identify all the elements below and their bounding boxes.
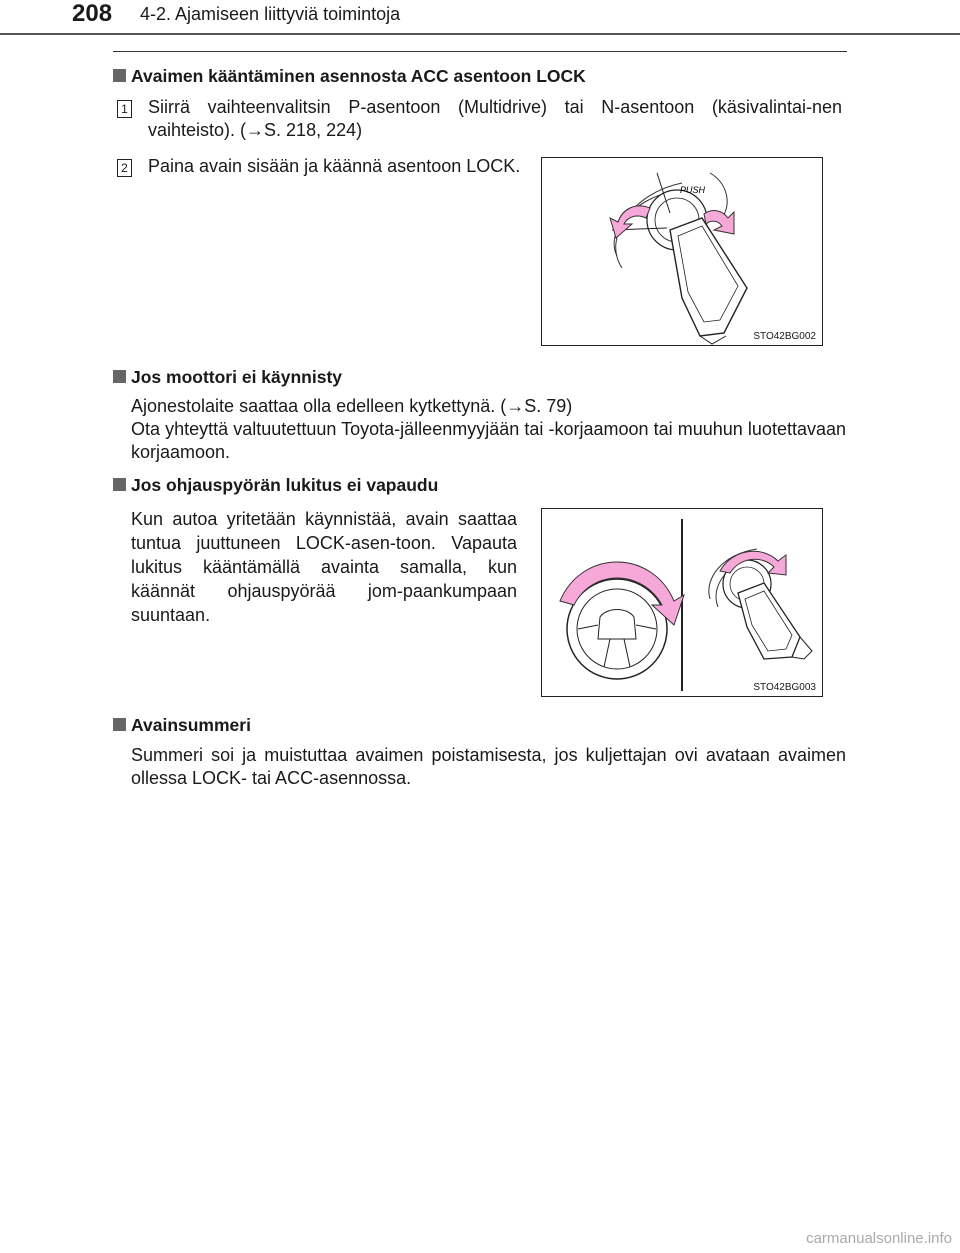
heading-text: Avaimen kääntäminen asennosta ACC asentoon LOCK — [131, 66, 586, 86]
figure-code: STO42BG003 — [753, 682, 816, 693]
figure-key-turn — [541, 157, 823, 346]
section-heading-acc-lock — [113, 66, 586, 87]
section-rule — [113, 51, 847, 52]
steering-wheel-illustration — [542, 509, 822, 696]
heading-text: Avainsummeri — [131, 715, 251, 735]
page-header — [0, 0, 960, 38]
header-rule — [0, 33, 960, 35]
heading-square-icon — [113, 718, 126, 731]
heading-square-icon — [113, 370, 126, 383]
figure-code: STO42BG002 — [753, 331, 816, 342]
steering-lock-text: Kun autoa yritetään käynnistää, avain saattaa tuntua juuttuneen LOCK-asen-toon. Vapauta lukitus kääntämällä avainta samalla, kun käännät ohjauspyörää jom-paankumpaan suuntaan. — [131, 509, 517, 625]
section-heading-engine-not-start — [113, 367, 342, 388]
chapter-title: 4-2. Ajamiseen liittyviä toimintoja — [140, 4, 401, 24]
step-number-1: 1 — [117, 100, 132, 118]
step-2-text: Paina avain sisään ja käännä asentoon LOCK. — [148, 156, 521, 176]
figure-steering-wheel — [541, 508, 823, 697]
step-1-text: Siirrä vaihteenvalitsin P-asentoon (Multidrive) tai N-asentoon (käsivalintai-nen vaihteisto). (→S. 218, 224) — [148, 97, 842, 140]
heading-text: Jos ohjauspyörän lukitus ei vapaudu — [131, 475, 439, 495]
footer-watermark: carmanualsonline.info — [806, 1230, 952, 1247]
immobilizer-text: Ajonestolaite saattaa olla edelleen kytkettynä. (→S. 79) — [131, 396, 573, 416]
section-heading-key-buzzer — [113, 715, 251, 736]
page-number: 208 — [72, 0, 113, 27]
step-number-2: 2 — [117, 159, 132, 177]
section-heading-steering-lock — [113, 475, 438, 496]
key-ignition-illustration — [542, 158, 822, 345]
key-buzzer-text: Summeri soi ja muistuttaa avaimen poistamisesta, jos kuljettajan ovi avataan avaimen ollessa LOCK- tai ACC-asennossa. — [131, 745, 846, 788]
heading-text: Jos moottori ei käynnisty — [131, 367, 343, 387]
contact-dealer-text: Ota yhteyttä valtuutettuun Toyota-jälleenmyyjään tai -korjaamoon tai muuhun luotettavaan korjaamoon. — [131, 419, 846, 462]
heading-square-icon — [113, 478, 126, 491]
push-label: PUSH — [680, 185, 706, 195]
heading-square-icon — [113, 69, 126, 82]
